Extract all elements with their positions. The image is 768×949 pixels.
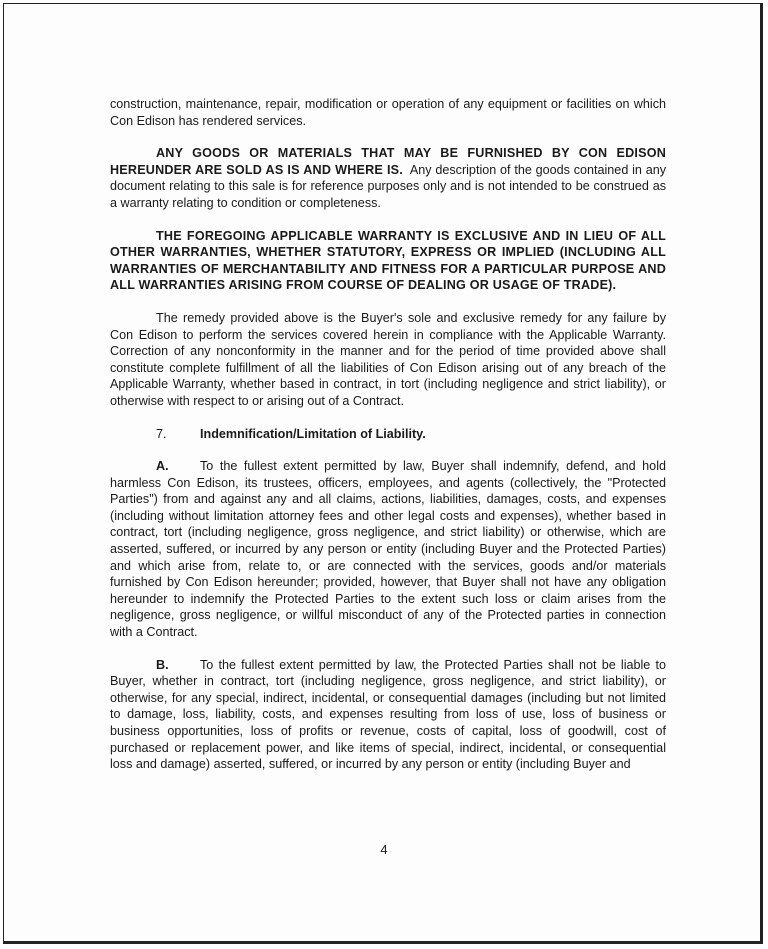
paragraph-continuation: construction, maintenance, repair, modification or operation of any equipment or facilities on which Con Edison has rendered services. bbox=[110, 97, 666, 128]
section-heading bbox=[110, 426, 666, 443]
paragraph-sub-a bbox=[110, 458, 666, 641]
paragraph-sub-b bbox=[110, 657, 666, 773]
section-number: 7. bbox=[156, 426, 167, 441]
sub-a-text: To the fullest extent permitted by law, Buyer shall indemnify, defend, and hold harmless Con Edison, its trustees, officers, employees, and agents (collectively, the "Protected Parties") from and against any and all claims, actions, liabilities, damages, costs, and expenses (including without limitation attorney fees and other legal costs and expenses), whether based in contract, tort (including negligence, gross negligence, and strict liability) or otherwise, which are asserted, suffered, or incurred by any person or entity (including Buyer and the Protected Parties) and which arise from, relate to, or are connected with the services, goods and/or materials furnished by Con Edison hereunder; provided, however, that Buyer shall not have any obligation hereunder to indemnify the Protected Parties to the extent such loss or claim arises from the negligence, gross negligence, or willful misconduct of any of the Protected parties in connection with a Contract. bbox=[110, 459, 666, 640]
as-is-rest-text: Any description of the goods contained in any document relating to this sale is for reference purposes only and is not intended to be construed as a warranty relating to condition or completeness. bbox=[110, 162, 666, 210]
sub-a-label: A. bbox=[156, 459, 169, 474]
as-is-caps-text: ANY GOODS OR MATERIALS THAT MAY BE FURNISHED BY CON EDISON HEREUNDER ARE SOLD AS IS AND WHERE IS. bbox=[110, 146, 666, 177]
sub-b-text: To the fullest extent permitted by law, the Protected Parties shall not be liable to Buyer, whether in contract, tort (including negligence, gross negligence, and strict liability), or otherwise, for any special, indirect, incidental, or consequential damages (including but not limited to damage, loss, liability, costs, and expenses resulting from loss of use, loss of business or business opportunities, loss of profits or revenue, costs of capital, loss of goodwill, cost of purchased or replacement power, and like items of special, indirect, incidental, or consequential loss and damage) asserted, suffered, or incurred by any person or entity (including Buyer and bbox=[110, 657, 666, 772]
document-body bbox=[110, 96, 666, 789]
page-number: 4 bbox=[380, 842, 388, 857]
paragraph-exclusive-warranty: THE FOREGOING APPLICABLE WARRANTY IS EXCLUSIVE AND IN LIEU OF ALL OTHER WARRANTIES, WHETHER STATUTORY, EXPRESS OR IMPLIED (INCLUDING ALL WARRANTIES OF MERCHANTABILITY AND FITNESS FOR A PARTICULAR PURPOSE AND ALL WARRANTIES ARISING FROM COURSE OF DEALING OR USAGE OF TRADE). bbox=[110, 228, 666, 293]
sub-b-label: B. bbox=[156, 657, 169, 672]
paragraph-remedy: The remedy provided above is the Buyer's sole and exclusive remedy for any failure by Con Edison to perform the services covered herein in compliance with the Applicable Warranty. Correction of any nonconformity in the manner and for the period of time provided above shall constitute complete fulfillment of all the liabilities of Con Edison arising out of any breach of the Applicable Warranty, whether based in contract, in tort (including negligence and strict liability), or otherwise with respect to or arising out of a Contract. bbox=[110, 310, 666, 408]
section-title: Indemnification/Limitation of Liability. bbox=[200, 426, 426, 441]
paragraph-as-is bbox=[110, 145, 666, 211]
